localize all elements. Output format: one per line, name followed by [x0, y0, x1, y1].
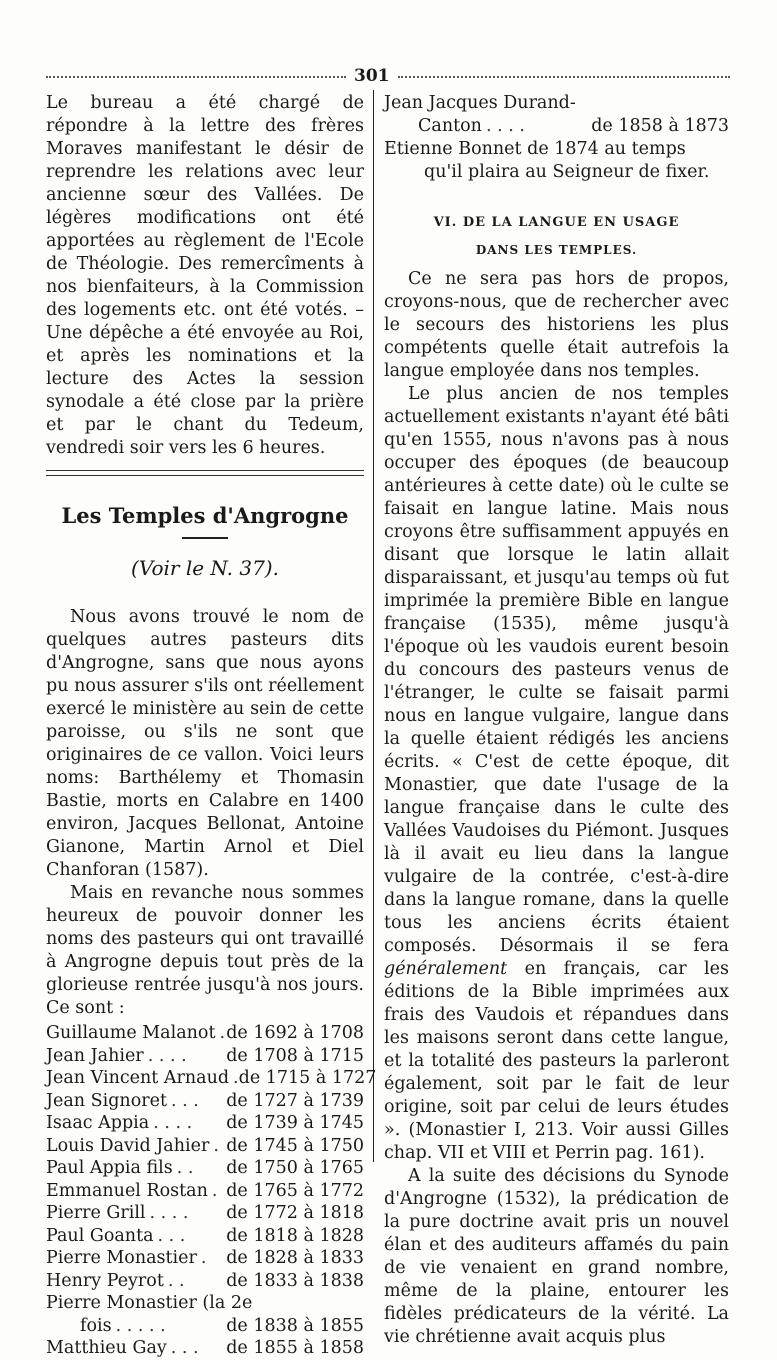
pastor-name: Louis David Jahier — [46, 1135, 210, 1156]
pastor-years: de 1855 à 1858 — [226, 1338, 364, 1358]
pastor-row — [46, 1337, 364, 1360]
pastor-name: Jean Signoret — [46, 1090, 167, 1111]
pastor-row — [46, 1270, 364, 1293]
pastor-name: Isaac Appia — [46, 1113, 150, 1133]
page-header — [46, 66, 730, 86]
pastor-row — [46, 1292, 364, 1315]
pastor-years: de 1692 à 1708 — [226, 1023, 364, 1043]
pastors-list-intro: Mais en revanche nous sommes heureux de pouvoir donner les noms des pasteurs qui ont travaillé à Angrogne depuis tout près de la glorieuse rentrée jusqu'à nos jours. Ce sont : — [46, 883, 364, 1018]
pastor-entry-end: qu'il plaira au Seigneur de fixer. — [424, 161, 710, 182]
pastor-years: de 1750 à 1765 — [226, 1158, 364, 1178]
page-number: 301 — [354, 66, 390, 86]
leader-dots: . . — [167, 1270, 185, 1291]
pastor-name: Pierre Grill — [46, 1203, 146, 1223]
pastor-row — [46, 1112, 364, 1135]
pastor-name: Matthieu Gay — [46, 1338, 167, 1358]
language-history-paragraph — [384, 383, 729, 1165]
pastor-years: de 1765 à 1772 — [226, 1180, 364, 1201]
pastor-name: fois — [80, 1315, 112, 1336]
text-run: en français, car les éditions de la Bible imprimées aux frais des Vaudois et répandues dans les maisons seront dans cette langue, et la totalité des pasteurs la parleront également, soit par le fait de leur origine, soit par celui de leurs études ». (Monastier I, 213. Voir aussi Gilles chap. VII et VIII et Perrin pag. 161). — [384, 958, 729, 1163]
pastor-name: Jean Jahier — [46, 1045, 144, 1066]
pastor-years: de 1715 à 1727 — [238, 1068, 377, 1088]
pastor-years: de 1708 à 1715 — [226, 1045, 364, 1066]
pastor-name: Paul Appia fils — [46, 1158, 173, 1178]
pastor-name: Emmanuel Rostan — [46, 1180, 208, 1201]
pastor-years: de 1745 à 1750 — [226, 1135, 364, 1156]
double-rule-separator — [46, 470, 364, 476]
leader-dots: . . . — [170, 1338, 199, 1358]
pastor-row — [46, 1090, 364, 1113]
right-column — [384, 92, 729, 1349]
leader-dots: . — [219, 1023, 226, 1043]
leader-dots: . . . . — [149, 1203, 189, 1223]
pastor-years: de 1727 à 1739 — [226, 1090, 364, 1111]
chapter-title: VI. DE LA LANGUE EN USAGE — [433, 214, 680, 230]
leader-dots: . . — [176, 1158, 194, 1178]
pastors-intro-paragraph: Nous avons trouvé le nom de quelques autres pasteurs dits d'Angrogne, sans que nous ayons pu nous assurer s'ils ont réellement exercé le ministère au sein de cette paroisse, ou s'ils ne sont que originaires de ce vallon. Voici leurs noms: Barthélemy et Thomasin Bastie, morts en Calabre en 1400 environ, Jacques Bellonat, Antoine Gianone, Martin Arnol et Diel Chanforan (1587). — [46, 607, 364, 880]
leader-dots: . . . — [171, 1090, 199, 1111]
pastor-row — [46, 1022, 364, 1045]
pastor-row — [384, 115, 729, 138]
pastor-name: Paul Goanta — [46, 1225, 154, 1246]
leader-dots: . — [213, 1135, 219, 1156]
chapter-title-line2: DANS LES TEMPLES. — [475, 242, 638, 257]
pastor-years: de 1858 à 1873 — [591, 116, 729, 136]
pastor-years: de 1833 à 1838 — [226, 1270, 364, 1291]
pastor-name: Pierre Monastier (la 2e — [46, 1293, 253, 1313]
pastor-years: de 1838 à 1855 — [226, 1315, 364, 1336]
pastor-years: de 1772 à 1818 — [226, 1203, 364, 1223]
pastor-years: de 1818 à 1828 — [226, 1225, 364, 1246]
leader-dots: . — [211, 1180, 218, 1201]
leader-dots: . . . . . — [115, 1315, 166, 1336]
pastor-row — [46, 1045, 364, 1068]
pastor-name: Jean Vincent Arnaud — [46, 1068, 230, 1088]
leader-dots — [252, 1292, 364, 1315]
leader-dots: . . . . — [147, 1045, 187, 1066]
pastor-entry-continued: Jean Jacques Durand- — [384, 93, 576, 113]
synod-paragraph: A la suite des décisions du Synode d'Angrogne (1532), la prédication de la pure doctrine avait pris un nouvel élan et des auditeurs affamés du pain de vie venaient en grand nombre, même de la plaine, entourer les fidèles prédicateurs de la vérité. La vie chrétienne avait acquis plus — [384, 1165, 729, 1347]
pastor-row — [46, 1202, 364, 1225]
emphasis-text: généralement — [384, 958, 508, 979]
column-divider — [373, 90, 374, 1162]
pastor-row — [46, 1157, 364, 1180]
pastor-row — [46, 1180, 364, 1203]
leader-dots: . — [233, 1068, 239, 1088]
header-rule-right — [398, 76, 730, 78]
left-column — [46, 92, 377, 1360]
leader-dots: . . . — [157, 1225, 186, 1246]
leader-dots: . . . . — [485, 116, 525, 136]
pastor-name: Guillaume Malanot — [46, 1023, 216, 1043]
pastor-list-continued — [384, 92, 729, 184]
pastor-name: Pierre Monastier — [46, 1248, 197, 1268]
pastor-years: de 1739 à 1745 — [226, 1113, 364, 1133]
pastor-entry: Etienne Bonnet de 1874 au temps — [384, 138, 686, 159]
pastor-name: Henry Peyrot — [46, 1270, 164, 1291]
pastor-row — [46, 1067, 377, 1090]
pastor-name: Canton — [418, 116, 482, 136]
section-title: Les Temples d'Angrogne — [61, 503, 349, 528]
pastor-years: de 1828 à 1833 — [226, 1248, 364, 1268]
leader-dots: . — [200, 1248, 207, 1268]
section-subtitle: (Voir le N. 37). — [131, 556, 279, 580]
pastor-list — [46, 1022, 377, 1360]
header-rule-left — [46, 76, 346, 78]
pastor-row — [46, 1135, 364, 1158]
pastor-row — [46, 1247, 364, 1270]
pastor-row — [46, 1315, 364, 1338]
language-intro-paragraph: Ce ne sera pas hors de propos, croyons-nous, que de rechercher avec le secours des historiens les plus compétents quelle était autrefois la langue employée dans nos temples. — [384, 268, 729, 381]
text-run: Le plus ancien de nos temples actuellement existants n'ayant été bâti qu'en 1555, nous n'avons pas à nous occuper des époques (de beaucoup antérieures à cette date) où le culte se faisait en langue latine. Mais nous croyons être suffisamment appuyés en disant que lorsque le latin allait disparaissant, et jusqu'au temps où fut imprimée la première Bible en langue française (1535), même jusqu'à l'époque où les vaudois eurent besoin du concours des pasteurs venus de l'étranger, le culte se faisait parmi nous en langue vulgaire, langue dans la quelle étaient rédigés les anciens écrits. « C'est de cette époque, dit Monastier, que date l'usage de la langue française dans le culte des Vallées Vaudoises du Piémont. Jusques là il avait eu lieu dans la langue vulgaire de la contrée, c'est-à-dire dans la langue romane, dans la quelle tous les anciens écrits étaient composés. Désormais il se fera — [384, 383, 729, 956]
leader-dots: . . . . — [153, 1113, 193, 1133]
pastor-row — [46, 1225, 364, 1248]
synod-report-paragraph: Le bureau a été chargé de répondre à la lettre des frères Moraves manifestant le désir de reprendre les relations avec leur ancienne sœur des Vallées. De légères modifications ont été apportées au règlement de l'Ecole de Théologie. Des remercîments à nos bienfaiteurs, à la Commission des logements etc. ont été votés. – Une dépêche a été envoyée au Roi, et après les nominations et la lecture des Actes la session synodale a été close par la prière et par le chant du Tedeum, vendredi soir vers les 6 heures. — [46, 93, 364, 458]
short-rule — [182, 537, 228, 539]
